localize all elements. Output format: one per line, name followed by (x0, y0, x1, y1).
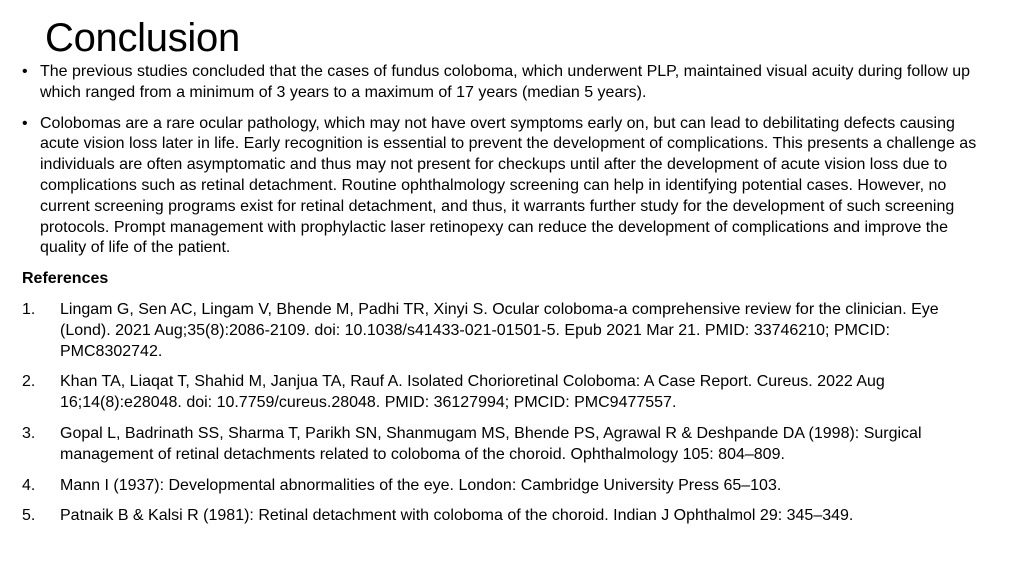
slide-body (22, 62, 982, 537)
reference-number: 4. (22, 476, 36, 494)
references-heading: References (22, 270, 109, 288)
references-list (22, 300, 982, 527)
bullet-marker: • (22, 114, 28, 132)
slide-title: Conclusion (45, 16, 240, 60)
reference-item (22, 476, 982, 497)
reference-number: 3. (22, 424, 36, 442)
reference-number: 1. (22, 300, 36, 318)
reference-text: Patnaik B & Kalsi R (1981): Retinal detachment with coloboma of the choroid. Indian J Ophthalmol 29: 345–349. (60, 507, 854, 525)
reference-text: Lingam G, Sen AC, Lingam V, Bhende M, Padhi TR, Xinyi S. Ocular coloboma-a comprehensive review for the clinician. Eye (Lond). 2021 Aug;35(8):2086-2109. doi: 10.1038/s41433-021-01501-5. Epub 2021 Mar 21. PMID: 33746210; PMCID: PMC8302742. (60, 300, 939, 360)
reference-text: Mann I (1937): Developmental abnormalities of the eye. London: Cambridge University Press 65–103. (60, 476, 782, 494)
bullet-item (22, 114, 982, 260)
reference-number: 5. (22, 507, 36, 525)
reference-item (22, 372, 982, 414)
bullet-marker: • (22, 63, 28, 80)
bullet-item (22, 62, 982, 104)
reference-number: 2. (22, 373, 36, 391)
conclusion-bullets (22, 62, 982, 259)
bullet-text: Colobomas are a rare ocular pathology, which may not have overt symptoms early on, but can lead to debilitating defects causing acute vision loss later in life. Early recognition is essential to prevent the development of complications. This presents a challenge as individuals are often asymptomatic and thus may not present for checkups until after the development of acute vision loss due to complications such as retinal detachment. Routine ophthalmology screening can help in identifying potential cases. However, no current screening programs exist for retinal detachment, and thus, it warrants further study for the development of such screening protocols. Prompt management with prophylactic laser retinopexy can reduce the development of complications and improve the quality of life of the patient. (40, 114, 977, 257)
reference-item (22, 424, 982, 466)
reference-item (22, 300, 982, 362)
bullet-text: The previous studies concluded that the cases of fundus coloboma, which underwent PLP, maintained visual acuity during follow up which ranged from a minimum of 3 years to a maximum of 17 years (median 5 years). (40, 63, 971, 101)
reference-item (22, 506, 982, 527)
reference-text: Gopal L, Badrinath SS, Sharma T, Parikh SN, Shanmugam MS, Bhende PS, Agrawal R & Deshpande DA (1998): Surgical management of retinal detachments related to coloboma of the choroid. Ophthalmology 105: 804–809. (60, 424, 922, 463)
reference-text: Khan TA, Liaqat T, Shahid M, Janjua TA, Rauf A. Isolated Chorioretinal Coloboma: A Case Report. Cureus. 2022 Aug 16;14(8):e28048. doi: 10.7759/cureus.28048. PMID: 36127994; PMCID: PMC9477557. (60, 373, 885, 412)
